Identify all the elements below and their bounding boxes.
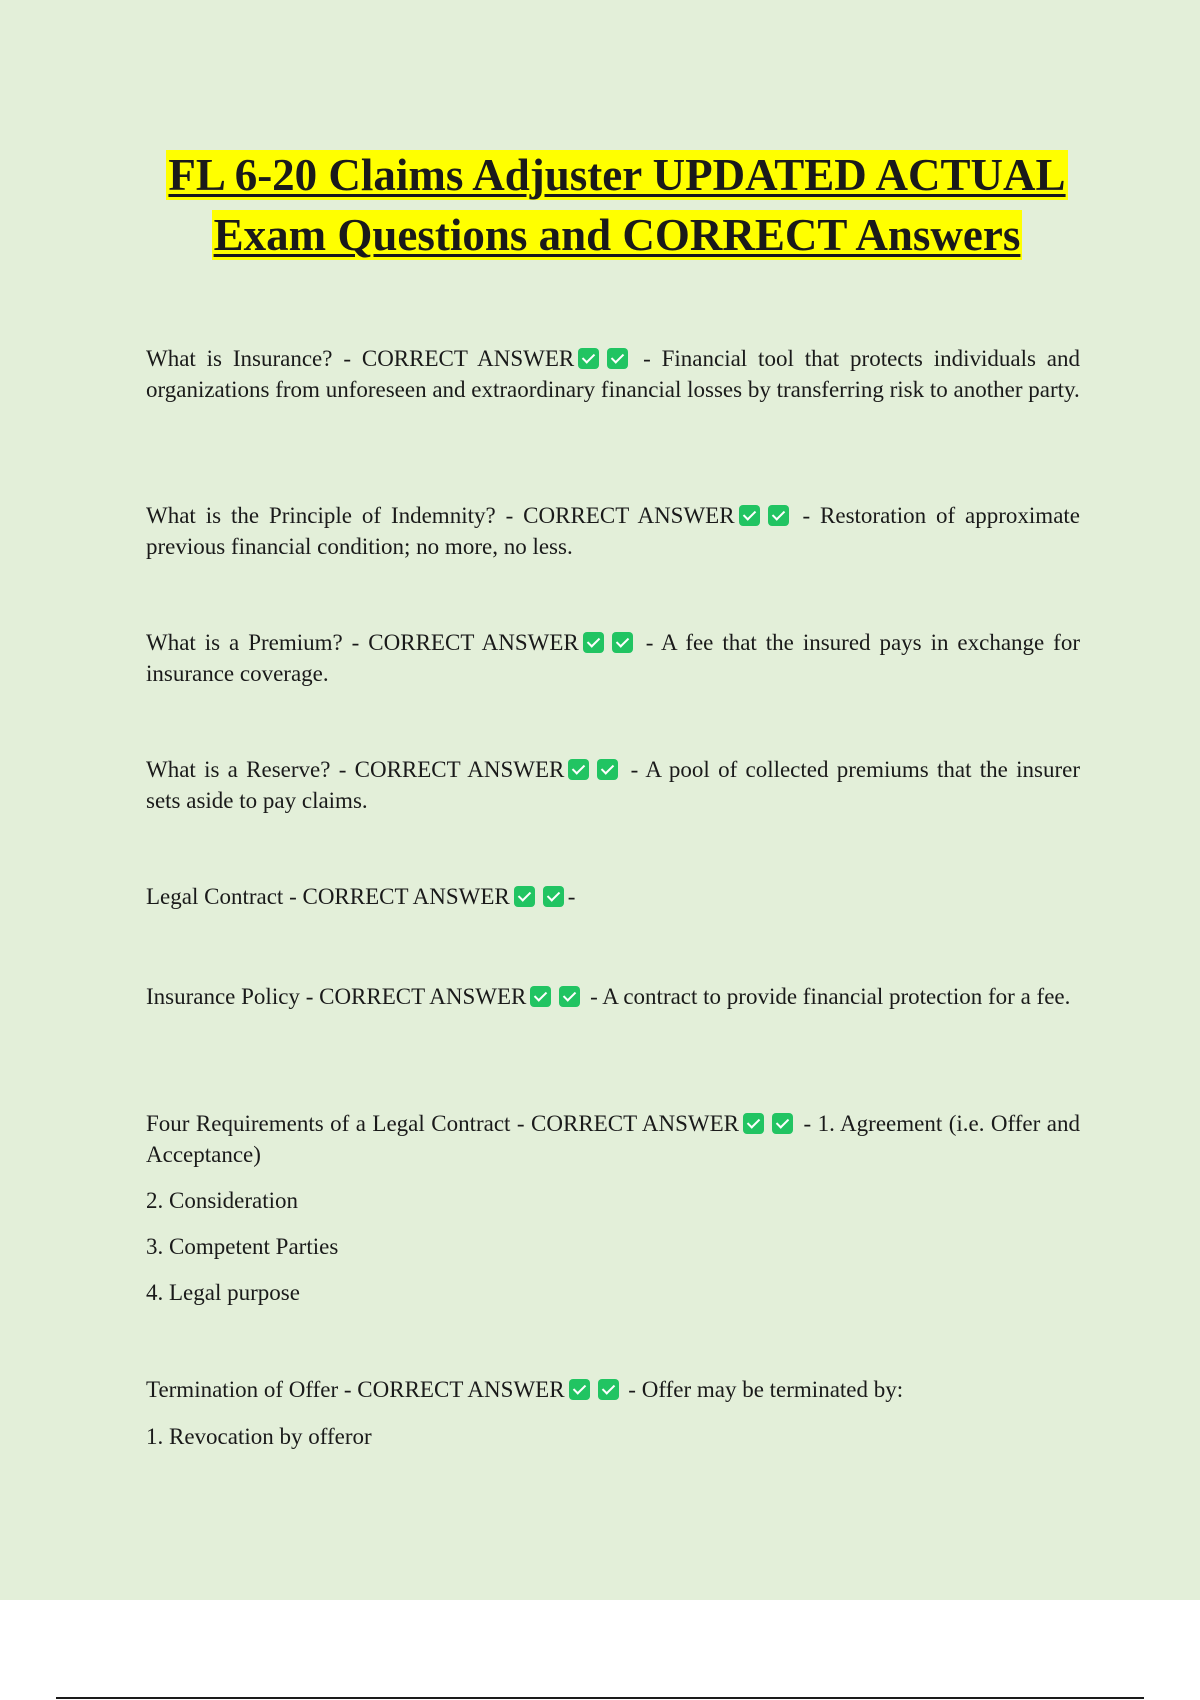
separator: -	[510, 1111, 532, 1136]
separator: -	[584, 984, 603, 1009]
list-item: 4. Legal purpose	[146, 1280, 300, 1305]
question-text: Termination of Offer	[146, 1377, 339, 1402]
separator: -	[330, 757, 355, 782]
check-icon	[597, 759, 618, 780]
separator: -	[632, 346, 662, 371]
answer-label: CORRECT ANSWER	[531, 1111, 740, 1136]
answer-text: Offer may be terminated by:	[641, 1377, 904, 1402]
answer-text: A fee that the insured pays in exchange for insurance coverage.	[146, 630, 1081, 686]
document-title	[120, 145, 1114, 265]
list-item: 3. Competent Parties	[146, 1234, 339, 1259]
answer-label: CORRECT ANSWER	[354, 757, 565, 782]
check-icon	[578, 348, 599, 369]
answer-label: CORRECT ANSWER	[368, 630, 579, 655]
check-icon	[559, 986, 580, 1007]
qa-item-four-requirements	[146, 1108, 1080, 1170]
question-text: What is a Reserve?	[146, 757, 331, 782]
answer-label: CORRECT ANSWER	[319, 984, 527, 1009]
question-text: What is Insurance?	[146, 346, 333, 371]
separator: -	[622, 757, 646, 782]
check-icon	[772, 1113, 793, 1134]
separator: -	[283, 884, 303, 909]
separator: -	[338, 1377, 358, 1402]
list-item: 1. Revocation by offeror	[146, 1424, 372, 1449]
check-icon	[743, 1113, 764, 1134]
question-text: Legal Contract	[146, 884, 284, 909]
answer-label: CORRECT ANSWER	[523, 503, 735, 528]
answer-label: CORRECT ANSWER	[302, 884, 510, 909]
page-footer-divider	[56, 1697, 1144, 1699]
question-text: Four Requirements of a Legal Contract	[146, 1111, 511, 1136]
question-text: What is a Premium?	[146, 630, 343, 655]
answer-text: Financial tool that protects individuals and organizations from unforeseen and extraordinary financial losses by transferring risk to another party.	[146, 346, 1080, 402]
answer-text: A contract to provide financial protection for a fee.	[602, 984, 1071, 1009]
answer-label: CORRECT ANSWER	[357, 1377, 565, 1402]
separator: -	[495, 503, 524, 528]
check-icon	[569, 1379, 590, 1400]
separator: -	[792, 503, 821, 528]
trailing-dash: -	[567, 884, 576, 909]
qa-item-insurance	[146, 343, 1080, 405]
qa-item-legal-contract	[146, 881, 1080, 912]
check-icon	[568, 759, 589, 780]
check-icon	[739, 505, 760, 526]
separator: -	[622, 1377, 642, 1402]
qa-item-termination-of-offer	[146, 1374, 1080, 1405]
document-title-text: FL 6-20 Claims Adjuster UPDATED ACTUAL Exam Questions and CORRECT Answers	[168, 150, 1066, 260]
check-icon	[543, 886, 564, 907]
check-icon	[514, 886, 535, 907]
answer-text: Restoration of approximate previous financial condition; no more, no less.	[146, 503, 1080, 559]
list-item: 2. Consideration	[146, 1188, 299, 1213]
check-icon	[768, 505, 789, 526]
separator: -	[636, 630, 662, 655]
separator: -	[342, 630, 369, 655]
qa-item-insurance-policy	[146, 981, 1080, 1012]
check-icon	[530, 986, 551, 1007]
check-icon	[612, 632, 633, 653]
question-text: Insurance Policy	[146, 984, 300, 1009]
qa-item-premium	[146, 627, 1080, 689]
check-icon	[607, 348, 628, 369]
question-text: What is the Principle of Indemnity?	[146, 503, 496, 528]
separator: -	[797, 1111, 818, 1136]
qa-item-reserve	[146, 754, 1080, 816]
separator: -	[332, 346, 362, 371]
answer-label: CORRECT ANSWER	[361, 346, 575, 371]
qa-item-principle-of-indemnity	[146, 500, 1080, 562]
check-icon	[583, 632, 604, 653]
answer-text: 1. Agreement (i.e. Offer and Acceptance)	[146, 1111, 1080, 1167]
answer-text: A pool of collected premiums that the insurer sets aside to pay claims.	[146, 757, 1080, 813]
separator: -	[299, 984, 320, 1009]
check-icon	[598, 1379, 619, 1400]
